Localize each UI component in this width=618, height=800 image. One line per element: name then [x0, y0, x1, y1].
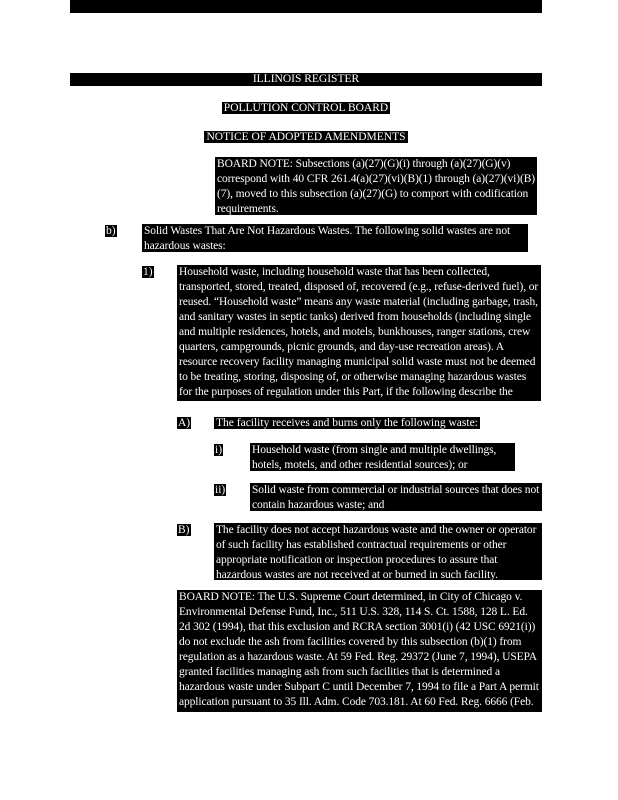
item-i-text: Household waste (from single and multiple dwellings, hotels, motels, and other residential sources); or [250, 443, 515, 471]
board-note-supreme-court: BOARD NOTE: The U.S. Supreme Court determined, in City of Chicago v. Environmental Defense Fund, Inc., 511 U.S. 328, 114 S. Ct. 1588, 128 L. Ed. 2d 302 (1994), that this exclusion and RCRA section 3001(i) (42 USC 6921(i)) do not exclude the ash from facilities covered by this subsection (b)(1) from regulation as a hazardous waste. At 59 Fed. Reg. 29372 (June 7, 1994), USEPA granted facilities managing ash from such facilities that is determined a hazardous waste under Subpart C until December 7, 1994 to file a Part A permit application pursuant to 35 Ill. Adm. Code 703.181. At 60 Fed. Reg. 6666 (Feb. 3, 1995), USEPA stated [177, 590, 542, 712]
item-A-label: A) [178, 417, 191, 429]
notice-title: NOTICE OF ADOPTED AMENDMENTS [206, 131, 406, 143]
item-1-text: Household waste, including household waste that has been collected, transported, stored, treated, disposed of, recovered (e.g., refuse-derived fuel), or reused. “Household waste” means any waste material (including garbage, trash, and sanitary wastes in septic tanks) derived from households (including single and multiple residences, hotels, and motels, bunkhouses, ranger stations, crew quarters, campgrounds, picnic grounds, and day-use recreation areas). A resource recovery facility managing municipal solid waste must not be deemed to be treating, storing, disposing of, or otherwise managing hazardous wastes for the purposes of regulation under this Part, if the following describe the facility: [177, 265, 541, 401]
item-ii-label: ii) [215, 484, 226, 496]
agency-title: POLLUTION CONTROL BOARD [223, 102, 389, 114]
notice-title-wrap [70, 130, 542, 145]
item-B-text: The facility does not accept hazardous waste and the owner or operator of such facility has established contractual requirements or other appropriate notification or inspection procedures to assure that hazardous wastes are not received at or burned in such facility. [214, 523, 542, 580]
item-A-text-wrap [214, 416, 480, 431]
agency-title-wrap [70, 101, 542, 116]
section-b-label: b) [106, 225, 116, 237]
item-i-label: i) [215, 444, 223, 456]
register-header-bar [70, 0, 542, 13]
item-A-text: The facility receives and burns only the following waste: [216, 417, 478, 429]
register-title: ILLINOIS REGISTER [70, 73, 542, 86]
section-b-text: Solid Wastes That Are Not Hazardous Wastes. The following solid wastes are not hazardous wastes: [142, 224, 528, 252]
item-ii-text: Solid waste from commercial or industrial sources that does not contain hazardous waste; and [250, 483, 542, 511]
board-note-codification: BOARD NOTE: Subsections (a)(27)(G)(i) through (a)(27)(G)(v) correspond with 40 CFR 261.4(a)(27)(vi)(B)(1) through (a)(27)(vi)(B)(7), moved to this subsection (a)(27)(G) to comport with codification requirements. [217, 158, 535, 215]
item-B-label: B) [178, 524, 190, 536]
item-1-label: 1) [143, 266, 153, 278]
